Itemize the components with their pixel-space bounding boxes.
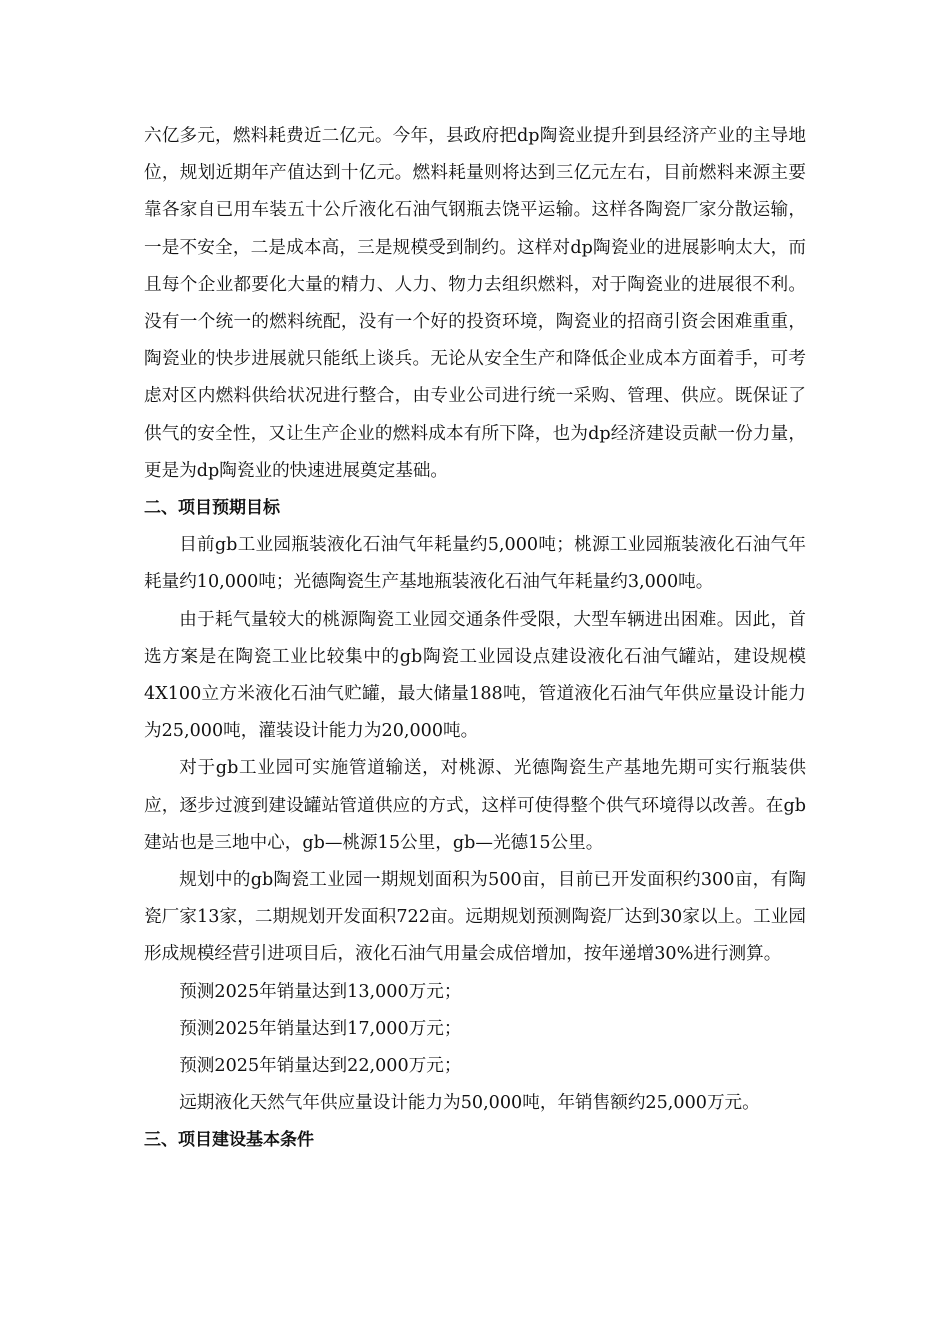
document-page: [144, 118, 806, 1160]
body-paragraph: 规划中的gb陶瓷工业园一期规划面积为500亩，目前已开发面积约300亩，有陶瓷厂家13家，二期规划开发面积722亩。远期规划预测陶瓷厂达到30家以上。工业园形成规模经营引进项目后，液化石油气用量会成倍增加，按年递增30%进行测算。: [144, 870, 806, 965]
body-paragraph: 远期液化天然气年供应量设计能力为50,000吨，年销售额约25,000万元。: [179, 1093, 760, 1114]
forecast-line: 预测2025年销量达到17,000万元；: [179, 1018, 462, 1039]
body-paragraph: 六亿多元，燃料耗费近二亿元。今年，县政府把dp陶瓷业提升到县经济产业的主导地位，规划近期年产值达到十亿元。燃料耗量则将达到三亿元左右，目前燃料来源主要靠各家自已用车装五十公斤液化石油气钢瓶去饶平运输。这样各陶瓷厂家分散运输，一是不安全，二是成本高，三是规模受到制约。这样对dp陶瓷业的进展影响太大，而且每个企业都要化大量的精力、人力、物力去组织燃料，对于陶瓷业的进展很不利。没有一个统一的燃料统配，没有一个好的投资环境，陶瓷业的招商引资会困难重重，陶瓷业的快步进展就只能纸上谈兵。无论从安全生产和降低企业成本方面着手，可考虑对区内燃料供给状况进行整合，由专业公司进行统一采购、管理、供应。既保证了供气的安全性，又让生产企业的燃料成本有所下降，也为dp经济建设贡献一份力量，更是为dp陶瓷业的快速进展奠定基础。: [144, 126, 806, 481]
body-paragraph: 目前gb工业园瓶装液化石油气年耗量约5,000吨；桃源工业园瓶装液化石油气年耗量约10,000吨；光德陶瓷生产基地瓶装液化石油气年耗量约3,000吨。: [144, 535, 806, 593]
body-paragraph: 对于gb工业园可实施管道输送，对桃源、光德陶瓷生产基地先期可实行瓶装供应，逐步过渡到建设罐站管道供应的方式，这样可使得整个供气环境得以改善。在gb建站也是三地中心，gb—桃源15公里，gb—光德15公里。: [144, 758, 806, 853]
body-paragraph: 由于耗气量较大的桃源陶瓷工业园交通条件受限，大型车辆进出困难。因此，首选方案是在陶瓷工业比较集中的gb陶瓷工业园设点建设液化石油气罐站，建设规模4X100立方米液化石油气贮罐，最大储量188吨，管道液化石油气年供应量设计能力为25,000吨，灌装设计能力为20,000吨。: [144, 609, 806, 742]
forecast-line: 预测2025年销量达到22,000万元；: [179, 1056, 462, 1077]
section-heading: 三、项目建设基本条件: [144, 1130, 314, 1151]
section-heading: 二、项目预期目标: [144, 498, 280, 519]
forecast-line: 预测2025年销量达到13,000万元；: [179, 981, 462, 1002]
